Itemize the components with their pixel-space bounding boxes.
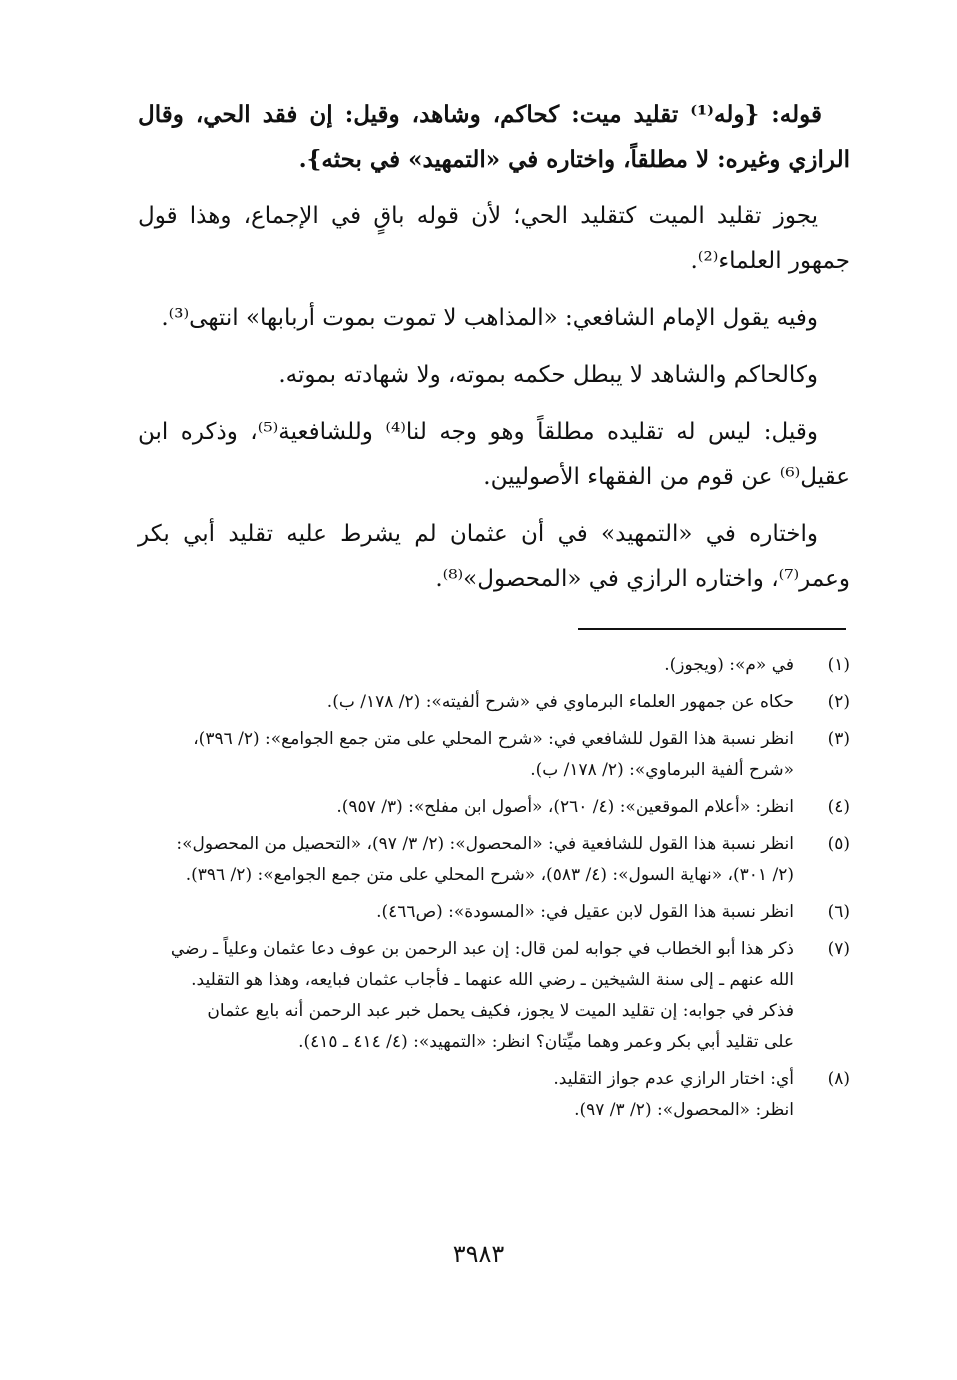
footnote bbox=[138, 724, 850, 786]
footnote-line: انظر: «المحصول»: (٢/ ٣/ ٩٧). bbox=[574, 1100, 794, 1120]
footnote-line: انظر نسبة هذا القول لابن عقيل في: «المسودة»: (ص٤٦٦). bbox=[376, 902, 794, 922]
paragraph: وفيه يقول الإمام الشافعي: «المذاهب لا تموت بموت أربابها» انتهى⁽³⁾. bbox=[161, 305, 818, 331]
main-text bbox=[138, 92, 850, 614]
footnote bbox=[138, 829, 850, 891]
footnote-text bbox=[138, 724, 806, 786]
footnote-text bbox=[138, 934, 806, 1058]
footnote-number: (١) bbox=[827, 655, 850, 675]
footnote-line: انظر: «أعلام الموقعين»: (٤/ ٢٦٠)، «أصول ابن مفلح»: (٣/ ٩٥٧). bbox=[336, 797, 794, 817]
footnote-text bbox=[138, 650, 806, 681]
footnote-line: انظر نسبة هذا القول للشافعي في: «شرح المحلي على متن جمع الجوامع»: (٢/ ٣٩٦)، bbox=[193, 729, 794, 749]
footnote-text bbox=[138, 792, 806, 823]
footnote bbox=[138, 650, 850, 681]
footnote-line: على تقليد أبي بكر وعمر وهما ميِّتان؟ انظر: «التمهيد»: (٤/ ٤١٤ ـ ٤١٥). bbox=[298, 1032, 794, 1052]
footnote bbox=[138, 897, 850, 928]
paragraph: يجوز تقليد الميت كتقليد الحي؛ لأن قوله باقٍ في الإجماع، وهذا قول جمهور العلماء⁽²⁾. bbox=[138, 203, 850, 274]
footnote-number: (٥) bbox=[827, 834, 850, 854]
footnote bbox=[138, 792, 850, 823]
footnote-line: الله عنهم ـ إلى سنة الشيخين ـ رضي الله عنهما ـ فأجاب عثمان فبايعه، وهذا هو التقليد. bbox=[191, 970, 794, 990]
footnote-line: في «م»: (ويجوز). bbox=[664, 655, 794, 675]
footnote-line: حكاه عن جمهور العلماء البرماوي في «شرح ألفيته»: (٢/ ١٧٨/ ب). bbox=[326, 692, 794, 712]
footnote-text bbox=[138, 897, 806, 928]
footnote-line: ذكر هذا أبو الخطاب في جوابه لمن قال: إن عبد الرحمن بن عوف دعا عثمان وعلياً ـ رضي bbox=[170, 939, 794, 959]
paragraph: وقيل: ليس له تقليده مطلقاً وهو وجه لنا⁽⁴⁾ وللشافعية⁽⁵⁾، وذكره ابن عقيل⁽⁶⁾ عن قوم من الفقهاء الأصوليين. bbox=[138, 419, 850, 490]
footnote-line: فذكر في جوابه: إن تقليد الميت لا يجوز، فكيف يحمل خبر عبد الرحمن أنه بايع عثمان bbox=[207, 1001, 794, 1021]
footnote-text bbox=[138, 1064, 806, 1126]
footnote-number: (٦) bbox=[827, 902, 850, 922]
footnote-number: (٣) bbox=[827, 729, 850, 749]
footnote-number: (٤) bbox=[827, 797, 850, 817]
footnote-text bbox=[138, 829, 806, 891]
footnote bbox=[138, 687, 850, 718]
footnote bbox=[138, 1064, 850, 1126]
footnote-number: (٨) bbox=[827, 1069, 850, 1089]
footnote-line: أي: اختار الرازي عدم جواز التقليد. bbox=[553, 1069, 794, 1089]
paragraph: وكالحاكم والشاهد لا يبطل حكمه بموته، ولا شهادته بموته. bbox=[278, 362, 818, 388]
footnote-line: انظر نسبة هذا القول للشافعية في: «المحصول»: (٢/ ٣/ ٩٧)، «التحصيل من المحصول»: bbox=[176, 834, 794, 854]
footnote-number: (٢) bbox=[827, 692, 850, 712]
footnotes bbox=[138, 650, 850, 1132]
footnote-line: (٢/ ٣٠١)، «نهاية السول»: (٤/ ٥٨٣)، «شرح المحلي على متن جمع الجوامع»: (٢/ ٣٩٦). bbox=[185, 865, 794, 885]
footnote-text bbox=[138, 687, 806, 718]
paragraph: واختاره في «التمهيد» في أن عثمان لم يشرط عليه تقليد أبي بكر وعمر⁽⁷⁾، واختاره الرازي في «المحصول»⁽⁸⁾. bbox=[138, 521, 850, 592]
footnote-line: «شرح ألفية البرماوي»: (٢/ ١٧٨/ ب). bbox=[530, 760, 794, 780]
page-number: ٣٩٨٣ bbox=[452, 1240, 505, 1268]
paragraph-heading: قوله: {وله⁽¹⁾ تقليد ميت: كحاكم، وشاهد، وقيل: إن فقد الحي، وقال الرازي وغيره: لا مطلقاً، واختاره في «التمهيد» في بحثه}. bbox=[138, 101, 850, 173]
footnote-number: (٧) bbox=[827, 939, 850, 959]
footnote bbox=[138, 934, 850, 1058]
footnote-separator bbox=[578, 628, 846, 630]
